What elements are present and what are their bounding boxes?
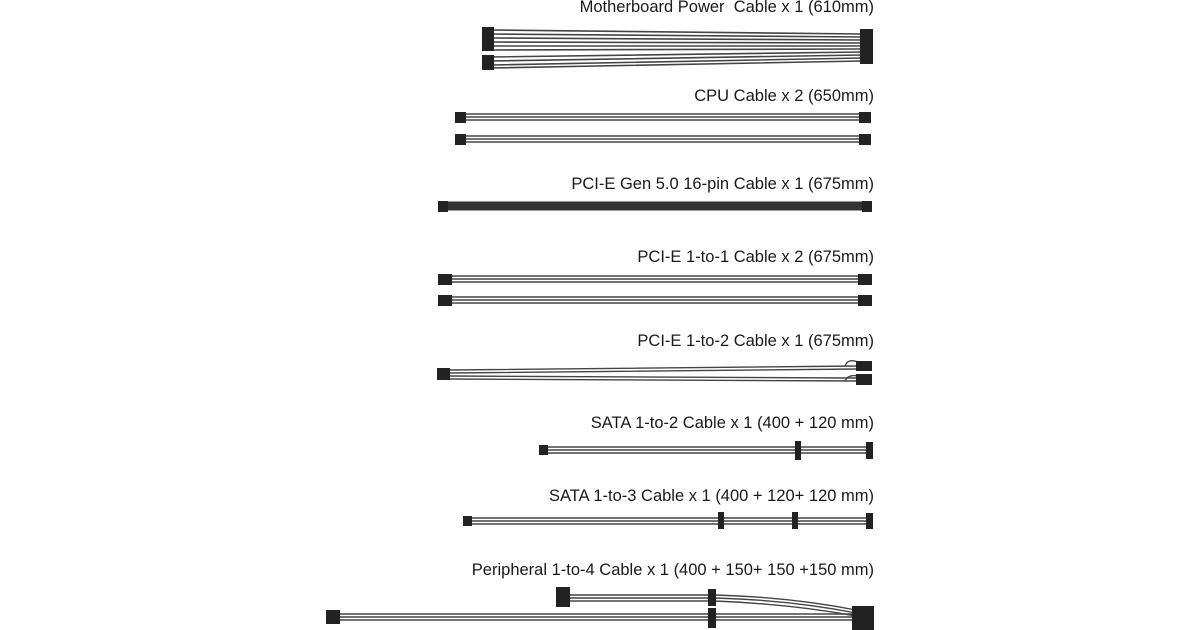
pcie-1to2-cable-label: PCI-E 1-to-2 Cable x 1 (675mm) [637,332,874,350]
cpu-cable-label: CPU Cable x 2 (650mm) [694,87,874,105]
peripheral-1to4-cable-label: Peripheral 1-to-4 Cable x 1 (400 + 150+ 150 +150 mm) [471,561,874,579]
pcie-gen5-cable-image [438,201,872,212]
peripheral-1to4-cable-image [326,587,874,630]
pcie-1to1-cable-label: PCI-E 1-to-1 Cable x 2 (675mm) [637,248,874,266]
motherboard-power-cable-image [482,27,873,70]
pcie-1to1-cable-image [438,274,872,306]
sata-1to2-cable-label: SATA 1-to-2 Cable x 1 (400 + 120 mm) [590,414,874,432]
pcie-1to2-cable-image [437,361,872,385]
pcie-gen5-cable-label: PCI-E Gen 5.0 16-pin Cable x 1 (675mm) [571,175,874,193]
sata-1to3-cable-image [463,512,873,529]
sata-1to2-cable-image [539,441,873,460]
cpu-cable-image [455,112,871,145]
sata-1to3-cable-label: SATA 1-to-3 Cable x 1 (400 + 120+ 120 mm) [549,487,874,505]
motherboard-power-cable-label: Motherboard Power Cable x 1 (610mm) [579,0,874,16]
